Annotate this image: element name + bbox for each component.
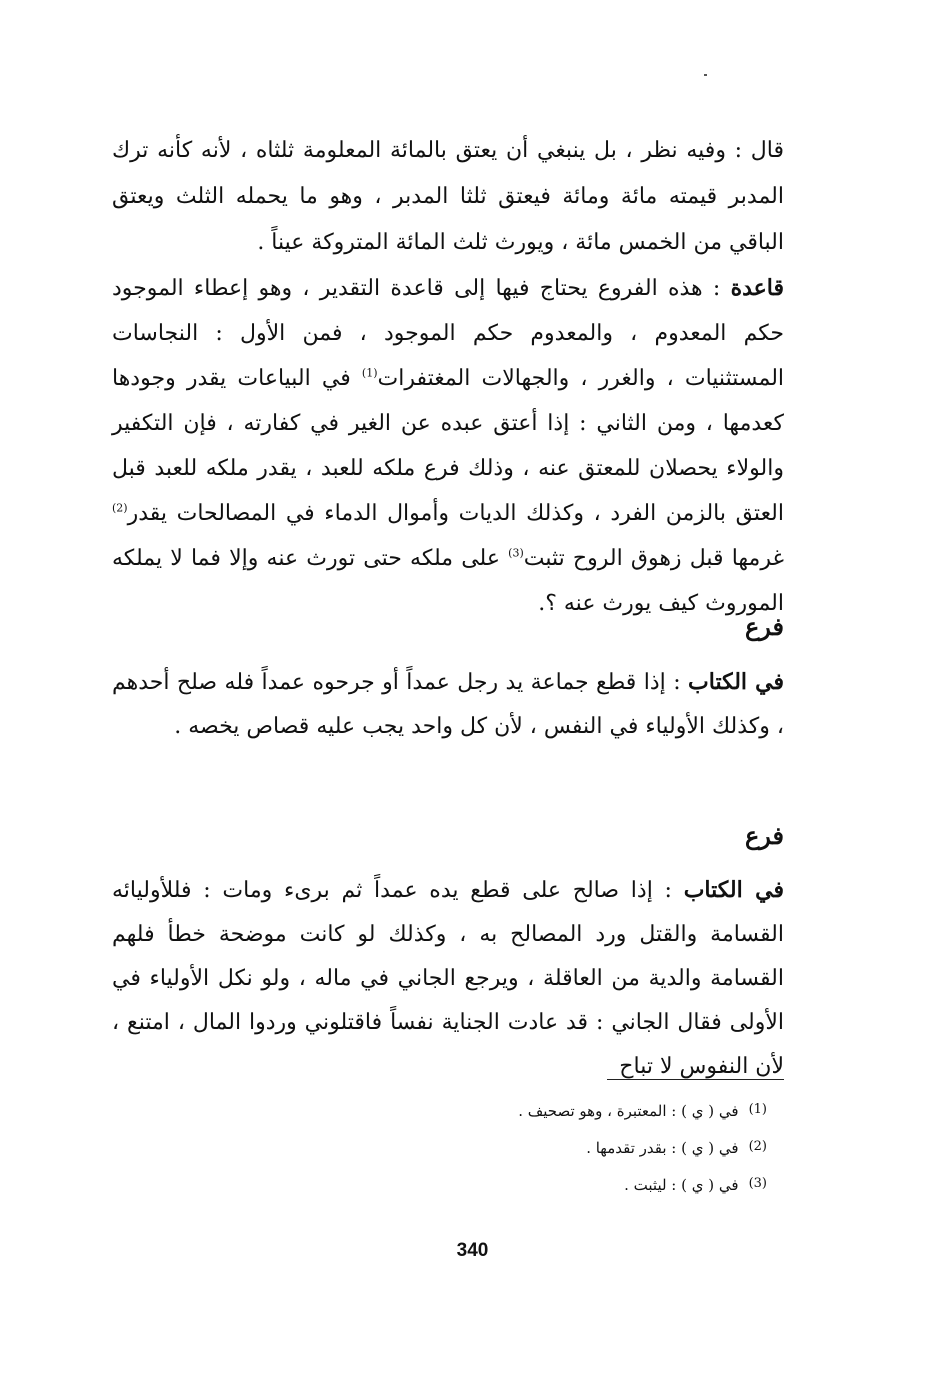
paragraph-2-segment-3: غرمها قبل زهوق الروح تثبت bbox=[523, 546, 784, 571]
footnote-ref-1[interactable]: (1) bbox=[361, 366, 378, 380]
paragraph-1 bbox=[112, 128, 784, 266]
footnotes bbox=[327, 1102, 767, 1213]
paragraph-3 bbox=[112, 660, 784, 749]
footnote-number: (1) bbox=[748, 1102, 767, 1117]
paragraph-4-lead: في الكتاب bbox=[683, 877, 785, 903]
paragraph-3-lead: في الكتاب bbox=[688, 669, 784, 695]
footnote-ref-2[interactable]: (2) bbox=[112, 501, 128, 515]
footnote-number: (2) bbox=[748, 1139, 767, 1154]
footnote-3 bbox=[327, 1176, 767, 1213]
paragraph-4-body: : إذا صالح على قطع يده عمداً ثم برىء ومات : فللأوليائه القسامة والقتل ورد المصالح به ، وكذلك لو كانت موضحة خطأ فلهم القسامة والدية من العاقلة ، ويرجع الجاني في ماله ، ولو نكل الأولياء في الأولى فقال الجاني : قد عادت الجناية نفساً فاقتلوني وردوا المال ، امتنع ، لأن النفوس لا تباح bbox=[112, 878, 784, 1079]
paragraph-1-text: قال : وفيه نظر ، بل ينبغي أن يعتق بالمائة المعلومة ثلثاه ، لأنه كأنه ترك المدبر قيمته مائة ومائة فيعتق ثلثا المدبر ، وهو ما يحمله الثلث ويعتق الباقي من الخمس مائة ، ويورث ثلث المائة المتروكة عيناً . bbox=[112, 138, 784, 255]
footnote-number: (3) bbox=[748, 1176, 767, 1191]
rule-label: قاعدة bbox=[730, 275, 784, 301]
section-heading-2: فرع bbox=[744, 821, 784, 850]
footnote-separator bbox=[607, 1079, 784, 1080]
paragraph-2-segment-4: على ملكه حتى تورث عنه وإلا فما لا يملكه الموروث كيف يورث عنه ؟. bbox=[112, 546, 784, 616]
footnote-text: في ( ي ) : المعتبرة ، وهو تصحيف . bbox=[518, 1102, 739, 1120]
footnote-1 bbox=[327, 1102, 767, 1139]
footnote-text: في ( ي ) : بقدر تقدمها . bbox=[586, 1139, 739, 1157]
section-heading-1: فرع bbox=[744, 612, 784, 641]
paragraph-2-segment-1: : هذه الفروع يحتاج فيها إلى قاعدة التقدير ، وهو إعطاء الموجود حكم المعدوم ، والمعدوم حكم الموجود ، فمن الأول : النجاسات المستثنيات ، والغرر ، والجهالات المغتفرات bbox=[112, 276, 785, 391]
paragraph-2-segment-2: في البياعات يقدر وجودها كعدمها ، ومن الثاني : إذا أعتق عبده عن الغير في كفارته ، فإن التكفير والولاء يحصلان للمعتق عنه ، وذلك فرع ملكه للعبد ، يقدر ملكه للعبد قبل العتق بالزمن الفرد ، وكذلك الديات وأموال الدماء في المصالحات يقدر bbox=[112, 366, 784, 526]
paragraph-4 bbox=[112, 868, 784, 1089]
scan-speck bbox=[704, 74, 707, 76]
paragraph-3-body: : إذا قطع جماعة يد رجل عمداً أو جرحوه عمداً فله صلح أحدهم ، وكذلك الأولياء في النفس ، لأن كل واحد يجب عليه قصاص يخصه . bbox=[112, 670, 784, 739]
footnote-ref-3[interactable]: (3) bbox=[508, 546, 524, 560]
paragraph-2 bbox=[112, 266, 784, 626]
page-number: 340 bbox=[456, 1240, 489, 1261]
footnote-text: في ( ي ) : ليثبت . bbox=[624, 1176, 739, 1194]
footnote-2 bbox=[327, 1139, 767, 1176]
